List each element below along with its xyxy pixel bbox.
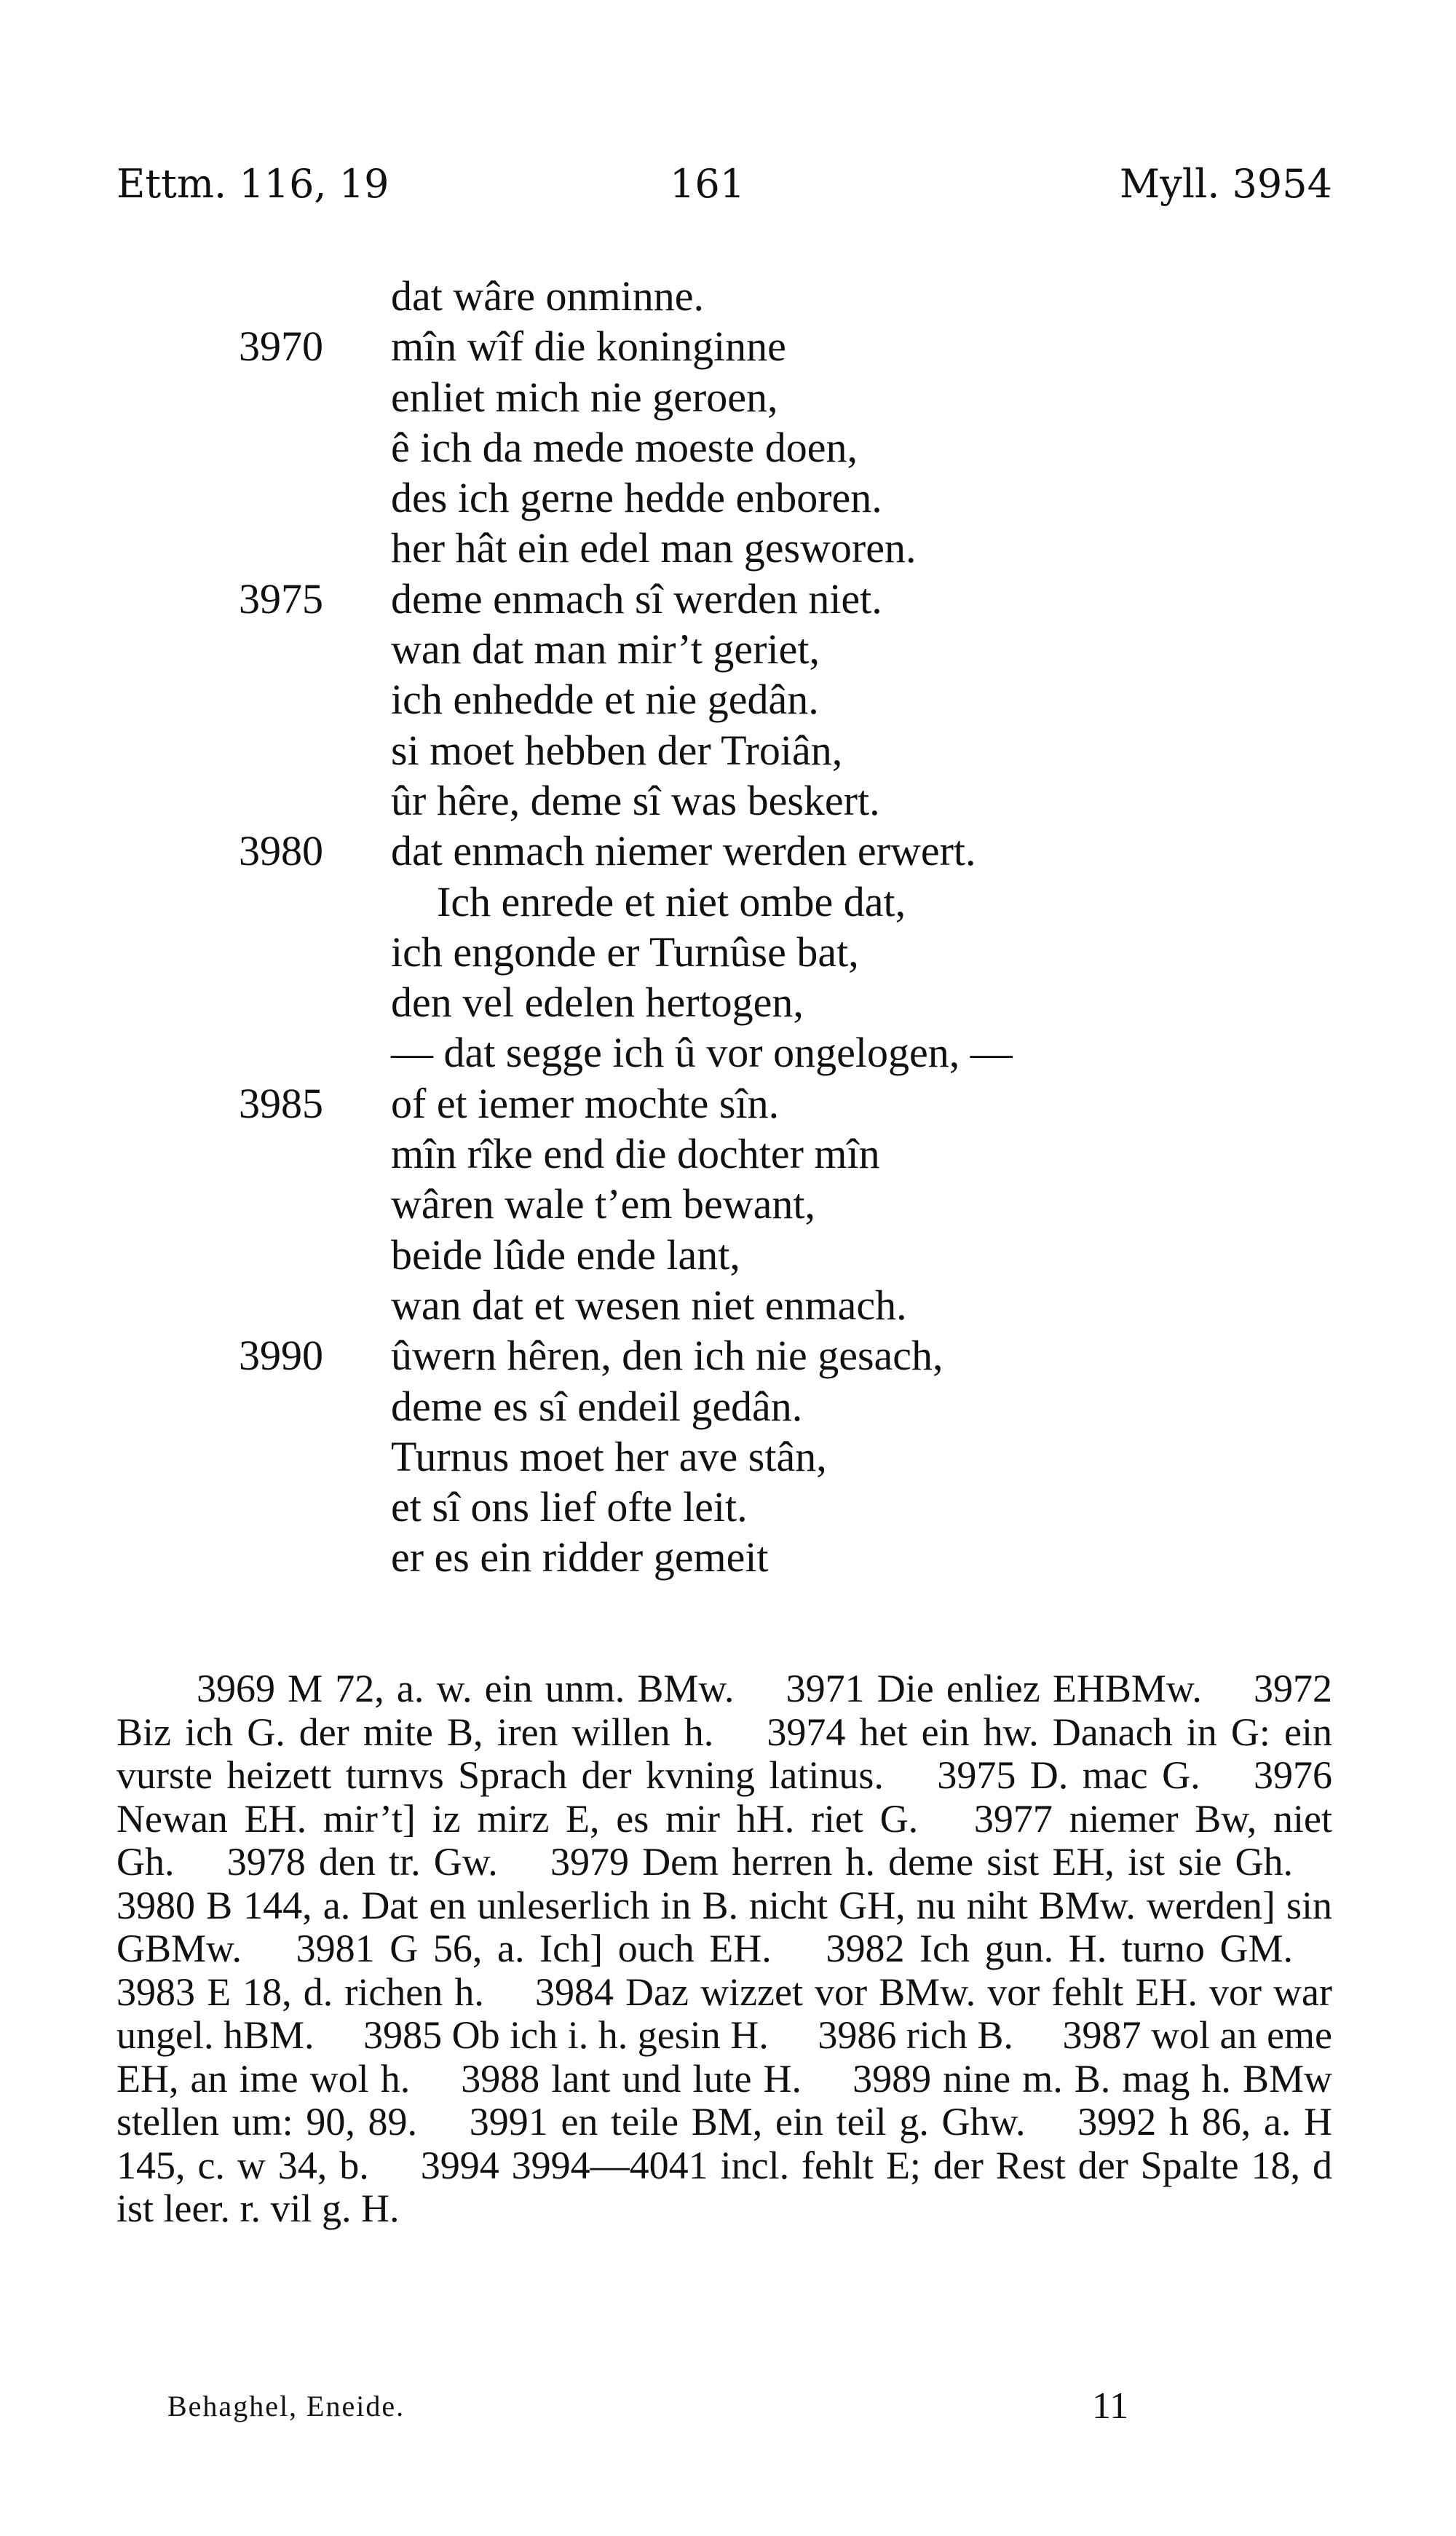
verse-text-line: ich engonde er Turnûse bat,: [391, 928, 859, 976]
verse-text-line: her hât ein edel man gesworen.: [391, 524, 917, 572]
apparatus-note: 3983 E 18, d. richen h.: [116, 1970, 484, 2014]
verse-text-line: ûr hêre, deme sî was beskert.: [391, 776, 880, 824]
running-header: [116, 159, 1332, 210]
verse-text-line: deme enmach sî werden niet.: [391, 574, 882, 623]
verse-text-line: wan dat et wesen niet enmach.: [391, 1281, 907, 1329]
verse-line: [116, 271, 1354, 321]
verse-line: [116, 321, 1354, 371]
verse-text-line: mîn wîf die koninginne: [391, 323, 786, 371]
verse-text-line: wan dat man mir’t geriet,: [391, 625, 820, 673]
verse-line: [116, 422, 1354, 473]
line-number: 3970: [239, 323, 323, 371]
apparatus-note: 3977 niemer Bw, niet Gh.: [116, 1796, 1333, 1884]
verse-text-line: si moet hebben der Troiân,: [391, 726, 843, 774]
verse-line: [116, 1027, 1354, 1078]
apparatus-note: 3980 B 144, a. Dat en unleserlich in B. nicht GH, nu niht BMw. werden] sin GBMw.: [116, 1883, 1332, 1970]
verse-text-line: des ich gerne hedde enboren.: [391, 474, 882, 522]
verse-line: [116, 826, 1354, 876]
apparatus-note: 3984 Daz wizzet vor BMw. vor fehlt EH. vor war ungel. hBM.: [116, 1970, 1332, 2057]
apparatus-note: 3981 G 56, a. Ich] ouch EH.: [296, 1927, 772, 1970]
verse-text-line: — dat segge ich û vor ongelogen, —: [391, 1029, 1013, 1077]
verse-text-line: er es ein ridder gemeit: [391, 1533, 769, 1581]
verse-line: [116, 927, 1354, 977]
footer-author-title: Behaghel, Eneide.: [167, 2390, 405, 2422]
verse-text-line: Turnus moet her ave stân,: [391, 1432, 827, 1480]
apparatus-note: 3988 lant und lute H.: [461, 2056, 802, 2101]
apparatus-note: 3987 wol an eme EH, an ime wol h.: [116, 2013, 1333, 2101]
verse-line: [116, 1381, 1354, 1431]
verse-line: [116, 1179, 1354, 1229]
verse-text-line: Ich enrede et niet ombe dat,: [437, 877, 906, 925]
verse-line: [116, 1431, 1354, 1482]
verse-line: [116, 1129, 1354, 1179]
verse-line: [116, 1280, 1354, 1330]
apparatus-note: 3982 Ich gun. H. turno GM.: [826, 1927, 1294, 1970]
signature-mark: 11: [1092, 2385, 1129, 2427]
apparatus-note: 3976 Newan EH. mir’t] iz mirz E, es mir hH. riet G.: [116, 1753, 1333, 1841]
verse-line: [116, 1532, 1354, 1582]
verse-text-line: ê ich da mede moeste doen,: [391, 423, 858, 471]
apparatus-note: 3994 3994—4041 incl. fehlt E; der Rest der Spalte 18, d ist leer. r. vil g. H.: [116, 2143, 1333, 2230]
verse-text-line: beide lûde ende lant,: [391, 1231, 740, 1279]
verse-text-line: dat enmach niemer werden erwert.: [391, 827, 976, 875]
verse-line: [116, 674, 1354, 724]
critical-apparatus: [116, 1667, 1332, 2231]
line-number: 3975: [239, 574, 323, 623]
verse-text-line: et sî ons lief ofte leit.: [391, 1483, 748, 1531]
line-number: 3985: [239, 1079, 323, 1127]
verse-text-line: ich enhedde et nie gedân.: [391, 676, 819, 724]
verse-line: [116, 574, 1354, 624]
apparatus-note: 3986 rich B.: [818, 2013, 1013, 2057]
verse-text-line: wâren wale t’em bewant,: [391, 1180, 815, 1228]
apparatus-note: 3979 Dem herren h. deme sist EH, ist sie Gh.: [550, 1840, 1294, 1884]
verse-line: [116, 523, 1354, 573]
verse-line: [116, 473, 1354, 523]
apparatus-note: 3991 en teile BM, ein teil g. Ghw.: [469, 2100, 1026, 2144]
apparatus-note: 3992 h 86, a. H 145, c. w 34, b.: [116, 2100, 1333, 2187]
verse-line: [116, 1078, 1354, 1129]
apparatus-note: 3989 nine m. B. mag h. BMw stellen um: 90, 89.: [116, 2056, 1333, 2144]
verse-line: [116, 1482, 1354, 1532]
verse-line: [116, 1230, 1354, 1280]
verse-line: [116, 877, 1354, 927]
verse-text-line: deme es sî endeil gedân.: [391, 1382, 803, 1430]
verse-text-line: mîn rîke end die dochter mîn: [391, 1130, 880, 1178]
verse-line: [116, 1330, 1354, 1380]
verse-text-line: of et iemer mochte sîn.: [391, 1079, 780, 1127]
header-left-reference: Ettm. 116, 19: [116, 161, 389, 207]
verse-text-line: enliet mich nie geroen,: [391, 373, 778, 421]
line-number: 3980: [239, 827, 323, 875]
apparatus-note: 3972 Biz ich G. der mite B, iren willen h.: [116, 1667, 1333, 1754]
apparatus-note: 3969 M 72, a. w. ein unm. BMw.: [197, 1667, 735, 1710]
page-number: 161: [670, 161, 745, 207]
verse-line: [116, 977, 1354, 1027]
verse-line: [116, 624, 1354, 674]
page-footer: [167, 2381, 1187, 2432]
verse-text: [116, 271, 1354, 1583]
verse-line: [116, 775, 1354, 826]
apparatus-note: 3978 den tr. Gw.: [226, 1840, 498, 1884]
verse-text-line: ûwern hêren, den ich nie gesach,: [391, 1332, 943, 1380]
verse-line: [116, 372, 1354, 422]
apparatus-note: 3974 het ein hw. Danach in G: ein vurste heizett turnvs Sprach der kvning latinus.: [116, 1710, 1333, 1797]
line-number: 3990: [239, 1332, 323, 1380]
verse-line: [116, 725, 1354, 775]
header-right-reference: Myll. 3954: [1119, 161, 1332, 207]
apparatus-note: 3975 D. mac G.: [937, 1753, 1200, 1797]
apparatus-note: 3985 Ob ich i. h. gesin H.: [363, 2013, 769, 2057]
verse-text-line: den vel edelen hertogen,: [391, 979, 804, 1027]
apparatus-note: 3971 Die enliez EHBMw.: [786, 1667, 1202, 1710]
verse-text-line: dat wâre onminne.: [391, 272, 705, 320]
